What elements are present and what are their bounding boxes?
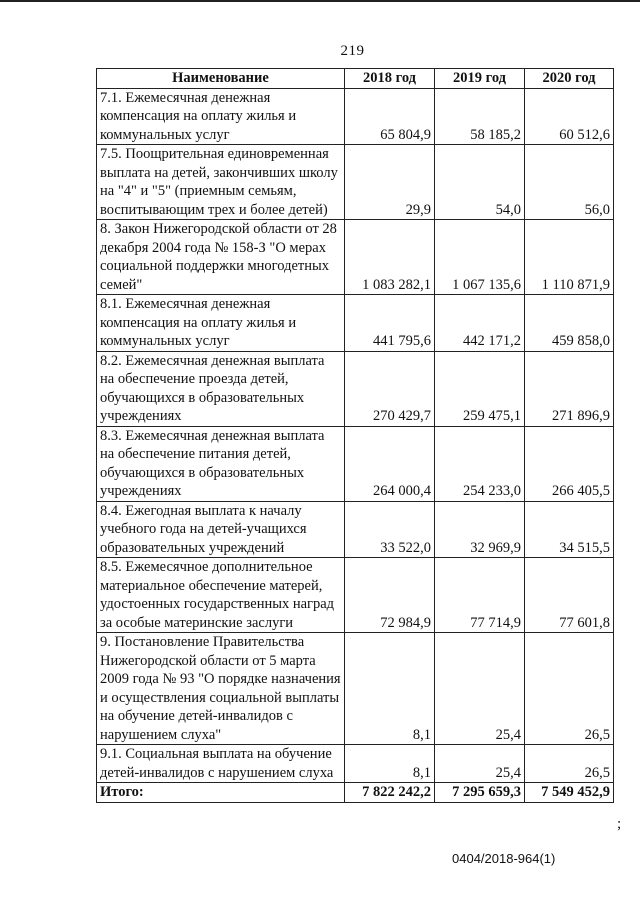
row-value-2018: 1 083 282,1 xyxy=(345,220,435,295)
trailing-semicolon: ; xyxy=(617,816,622,832)
row-name: 8.1. Ежемесячная денежная компенсация на оплату жилья и коммунальных услуг xyxy=(97,295,345,352)
total-value-2019: 7 295 659,3 xyxy=(435,783,525,803)
table-row xyxy=(97,745,614,783)
row-value-2019: 442 171,2 xyxy=(435,295,525,352)
total-row xyxy=(97,783,614,803)
row-name: 7.1. Ежемесячная денежная компенсация на оплату жилья и коммунальных услуг xyxy=(97,88,345,145)
row-value-2020: 26,5 xyxy=(525,633,614,745)
row-value-2020: 60 512,6 xyxy=(525,88,614,145)
row-name: 9. Постановление Правительства Нижегородской области от 5 марта 2009 года № 93 "О порядке назначения и осуществления социальной выплаты на обучение детей-инвалидов с нарушением слуха" xyxy=(97,633,345,745)
table-row xyxy=(97,351,614,426)
header-2020: 2020 год xyxy=(525,69,614,89)
row-value-2018: 72 984,9 xyxy=(345,558,435,633)
row-value-2020: 1 110 871,9 xyxy=(525,220,614,295)
row-value-2019: 259 475,1 xyxy=(435,351,525,426)
table-row xyxy=(97,220,614,295)
row-name: 8. Закон Нижегородской области от 28 декабря 2004 года № 158-З "О мерах социальной поддержки многодетных семей" xyxy=(97,220,345,295)
page-number: 219 xyxy=(340,43,365,59)
row-value-2019: 58 185,2 xyxy=(435,88,525,145)
row-value-2020: 271 896,9 xyxy=(525,351,614,426)
row-value-2019: 77 714,9 xyxy=(435,558,525,633)
row-value-2019: 54,0 xyxy=(435,145,525,220)
document-code: 0404/2018-964(1) xyxy=(452,851,556,866)
row-name: 8.2. Ежемесячная денежная выплата на обеспечение проезда детей, обучающихся в образовательных учреждениях xyxy=(97,351,345,426)
row-value-2018: 29,9 xyxy=(345,145,435,220)
row-value-2018: 264 000,4 xyxy=(345,426,435,501)
row-value-2019: 32 969,9 xyxy=(435,501,525,558)
total-value-2018: 7 822 242,2 xyxy=(345,783,435,803)
total-label: Итого: xyxy=(97,783,345,803)
row-name: 8.3. Ежемесячная денежная выплата на обеспечение питания детей, обучающихся в образовательных учреждениях xyxy=(97,426,345,501)
table-row xyxy=(97,88,614,145)
row-value-2018: 441 795,6 xyxy=(345,295,435,352)
table-row xyxy=(97,426,614,501)
row-value-2018: 33 522,0 xyxy=(345,501,435,558)
row-value-2018: 8,1 xyxy=(345,633,435,745)
table-row xyxy=(97,633,614,745)
row-value-2019: 1 067 135,6 xyxy=(435,220,525,295)
row-value-2020: 77 601,8 xyxy=(525,558,614,633)
row-value-2019: 25,4 xyxy=(435,745,525,783)
row-name: 8.5. Ежемесячное дополнительное материальное обеспечение матерей, удостоенных государственных наград за особые материнские заслуги xyxy=(97,558,345,633)
total-value-2020: 7 549 452,9 xyxy=(525,783,614,803)
row-value-2018: 270 429,7 xyxy=(345,351,435,426)
header-name: Наименование xyxy=(97,69,345,89)
table-row xyxy=(97,558,614,633)
table-row xyxy=(97,145,614,220)
row-value-2019: 254 233,0 xyxy=(435,426,525,501)
header-2018: 2018 год xyxy=(345,69,435,89)
row-name: 8.4. Ежегодная выплата к началу учебного года на детей-учащихся образовательных учреждений xyxy=(97,501,345,558)
row-name: 9.1. Социальная выплата на обучение детей-инвалидов с нарушением слуха xyxy=(97,745,345,783)
row-name: 7.5. Поощрительная единовременная выплата на детей, закончивших школу на "4" и "5" (приемным семьям, воспитывающим трех и более детей) xyxy=(97,145,345,220)
header-2019: 2019 год xyxy=(435,69,525,89)
row-value-2020: 34 515,5 xyxy=(525,501,614,558)
row-value-2018: 8,1 xyxy=(345,745,435,783)
table-row xyxy=(97,295,614,352)
top-border-line xyxy=(0,0,640,2)
row-value-2019: 25,4 xyxy=(435,633,525,745)
row-value-2020: 26,5 xyxy=(525,745,614,783)
row-value-2020: 56,0 xyxy=(525,145,614,220)
table-row xyxy=(97,501,614,558)
budget-table xyxy=(96,68,614,803)
row-value-2020: 266 405,5 xyxy=(525,426,614,501)
row-value-2020: 459 858,0 xyxy=(525,295,614,352)
table-header-row xyxy=(97,69,614,89)
row-value-2018: 65 804,9 xyxy=(345,88,435,145)
